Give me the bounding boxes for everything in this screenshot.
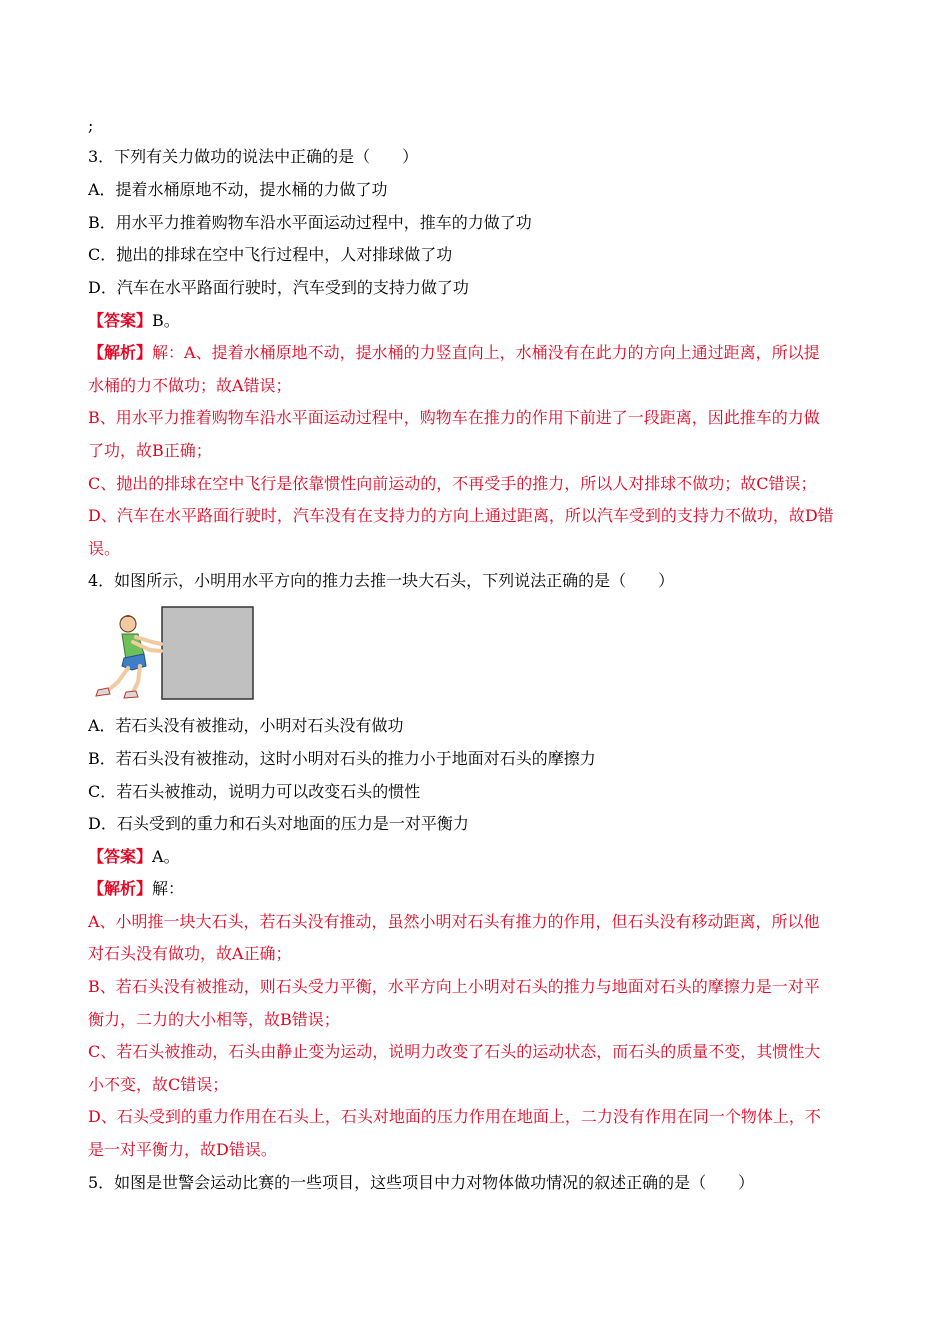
q4-answer-label: 【答案】: [88, 847, 153, 866]
q4-analysis-label: 【解析】: [88, 879, 153, 898]
q4-analysis-line-4: 衡力，二力的大小相等，故B错误；: [88, 1010, 340, 1029]
q4-analysis-line-1: A、小明推一块大石头，若石头没有推动，虽然小明对石头有推力的作用，但石头没有移动距离，所以他: [88, 912, 820, 931]
q3-answer: [88, 309, 864, 333]
q3-option-b: B．用水平力推着购物车沿水平面运动过程中，推车的力做了功: [88, 213, 532, 232]
q4-analysis-line-3: B、若石头没有被推动，则石头受力平衡，水平方向上小明对石头的推力与地面对石头的摩擦力是一对平: [88, 977, 820, 996]
q4-analysis-line-8: 是一对平衡力，故D错误。: [88, 1140, 277, 1159]
q4-analysis-line-6: 小不变，故C错误；: [88, 1075, 229, 1094]
q3-answer-value: B。: [152, 311, 180, 330]
q3-analysis-line-1: [88, 341, 864, 365]
boy-figure: [96, 615, 161, 698]
q3-analysis-label: 【解析】: [88, 343, 153, 362]
lead-mark: ;: [88, 116, 94, 135]
boy-pushing-rock-illustration: [88, 604, 258, 702]
q3-answer-label: 【答案】: [88, 311, 153, 330]
q4-analysis-line-7: D、石头受到的重力作用在石头上，石头对地面的压力作用在地面上，二力没有作用在同一个物体上，不: [88, 1107, 821, 1126]
q3-analysis-line-7: 误。: [88, 539, 121, 558]
q4-option-a: A．若石头没有被推动，小明对石头没有做功: [88, 716, 404, 735]
q4-option-c: C．若石头被推动，说明力可以改变石头的惯性: [88, 782, 421, 801]
q4-option-d: D．石头受到的重力和石头对地面的压力是一对平衡力: [88, 814, 469, 833]
q5-stem: 5．如图是世警会运动比赛的一些项目，这些项目中力对物体做功情况的叙述正确的是（ ）: [88, 1173, 755, 1192]
q4-analysis-line-2: 对石头没有做功，故A正确；: [88, 944, 292, 963]
q3-analysis-line-2: 水桶的力不做功；故A错误；: [88, 376, 292, 395]
q3-analysis-line-6: D、汽车在水平路面行驶时，汽车没有在支持力的方向上通过距离，所以汽车受到的支持力不做功，故D错: [88, 506, 834, 525]
q3-option-c: C．抛出的排球在空中飞行过程中，人对排球做了功: [88, 245, 453, 264]
q4-option-b: B．若石头没有被推动，这时小明对石头的推力小于地面对石头的摩擦力: [88, 749, 596, 768]
rock-block: [162, 607, 253, 699]
q3-stem: 3．下列有关力做功的说法中正确的是（ ）: [88, 147, 419, 166]
q4-analysis-first: 解：: [152, 879, 185, 898]
q4-analysis-line-5: C、若石头被推动，石头由静止变为运动，说明力改变了石头的运动状态，而石头的质量不变，其惯性大: [88, 1042, 821, 1061]
q3-option-d: D．汽车在水平路面行驶时，汽车受到的支持力做了功: [88, 278, 469, 297]
q4-analysis-header: [88, 877, 864, 901]
boy-pushing-rock-figure: [88, 604, 258, 702]
q3-option-a: A．提着水桶原地不动，提水桶的力做了功: [88, 180, 388, 199]
q4-stem: 4．如图所示，小明用水平方向的推力去推一块大石头，下列说法正确的是（ ）: [88, 571, 675, 590]
q3-analysis-line-4: 了功，故B正确；: [88, 441, 212, 460]
q4-answer-value: A。: [152, 847, 180, 866]
q4-answer: [88, 845, 864, 869]
q3-analysis-line-5: C、抛出的排球在空中飞行是依靠惯性向前运动的，不再受手的推力，所以人对排球不做功；故C错误；: [88, 474, 817, 493]
q3-analysis-text: 解：A、提着水桶原地不动，提水桶的力竖直向上，水桶没有在此力的方向上通过距离，所以提: [152, 343, 820, 362]
q3-analysis-line-3: B、用水平力推着购物车沿水平面运动过程中，购物车在推力的作用下前进了一段距离，因此推车的力做: [88, 408, 820, 427]
